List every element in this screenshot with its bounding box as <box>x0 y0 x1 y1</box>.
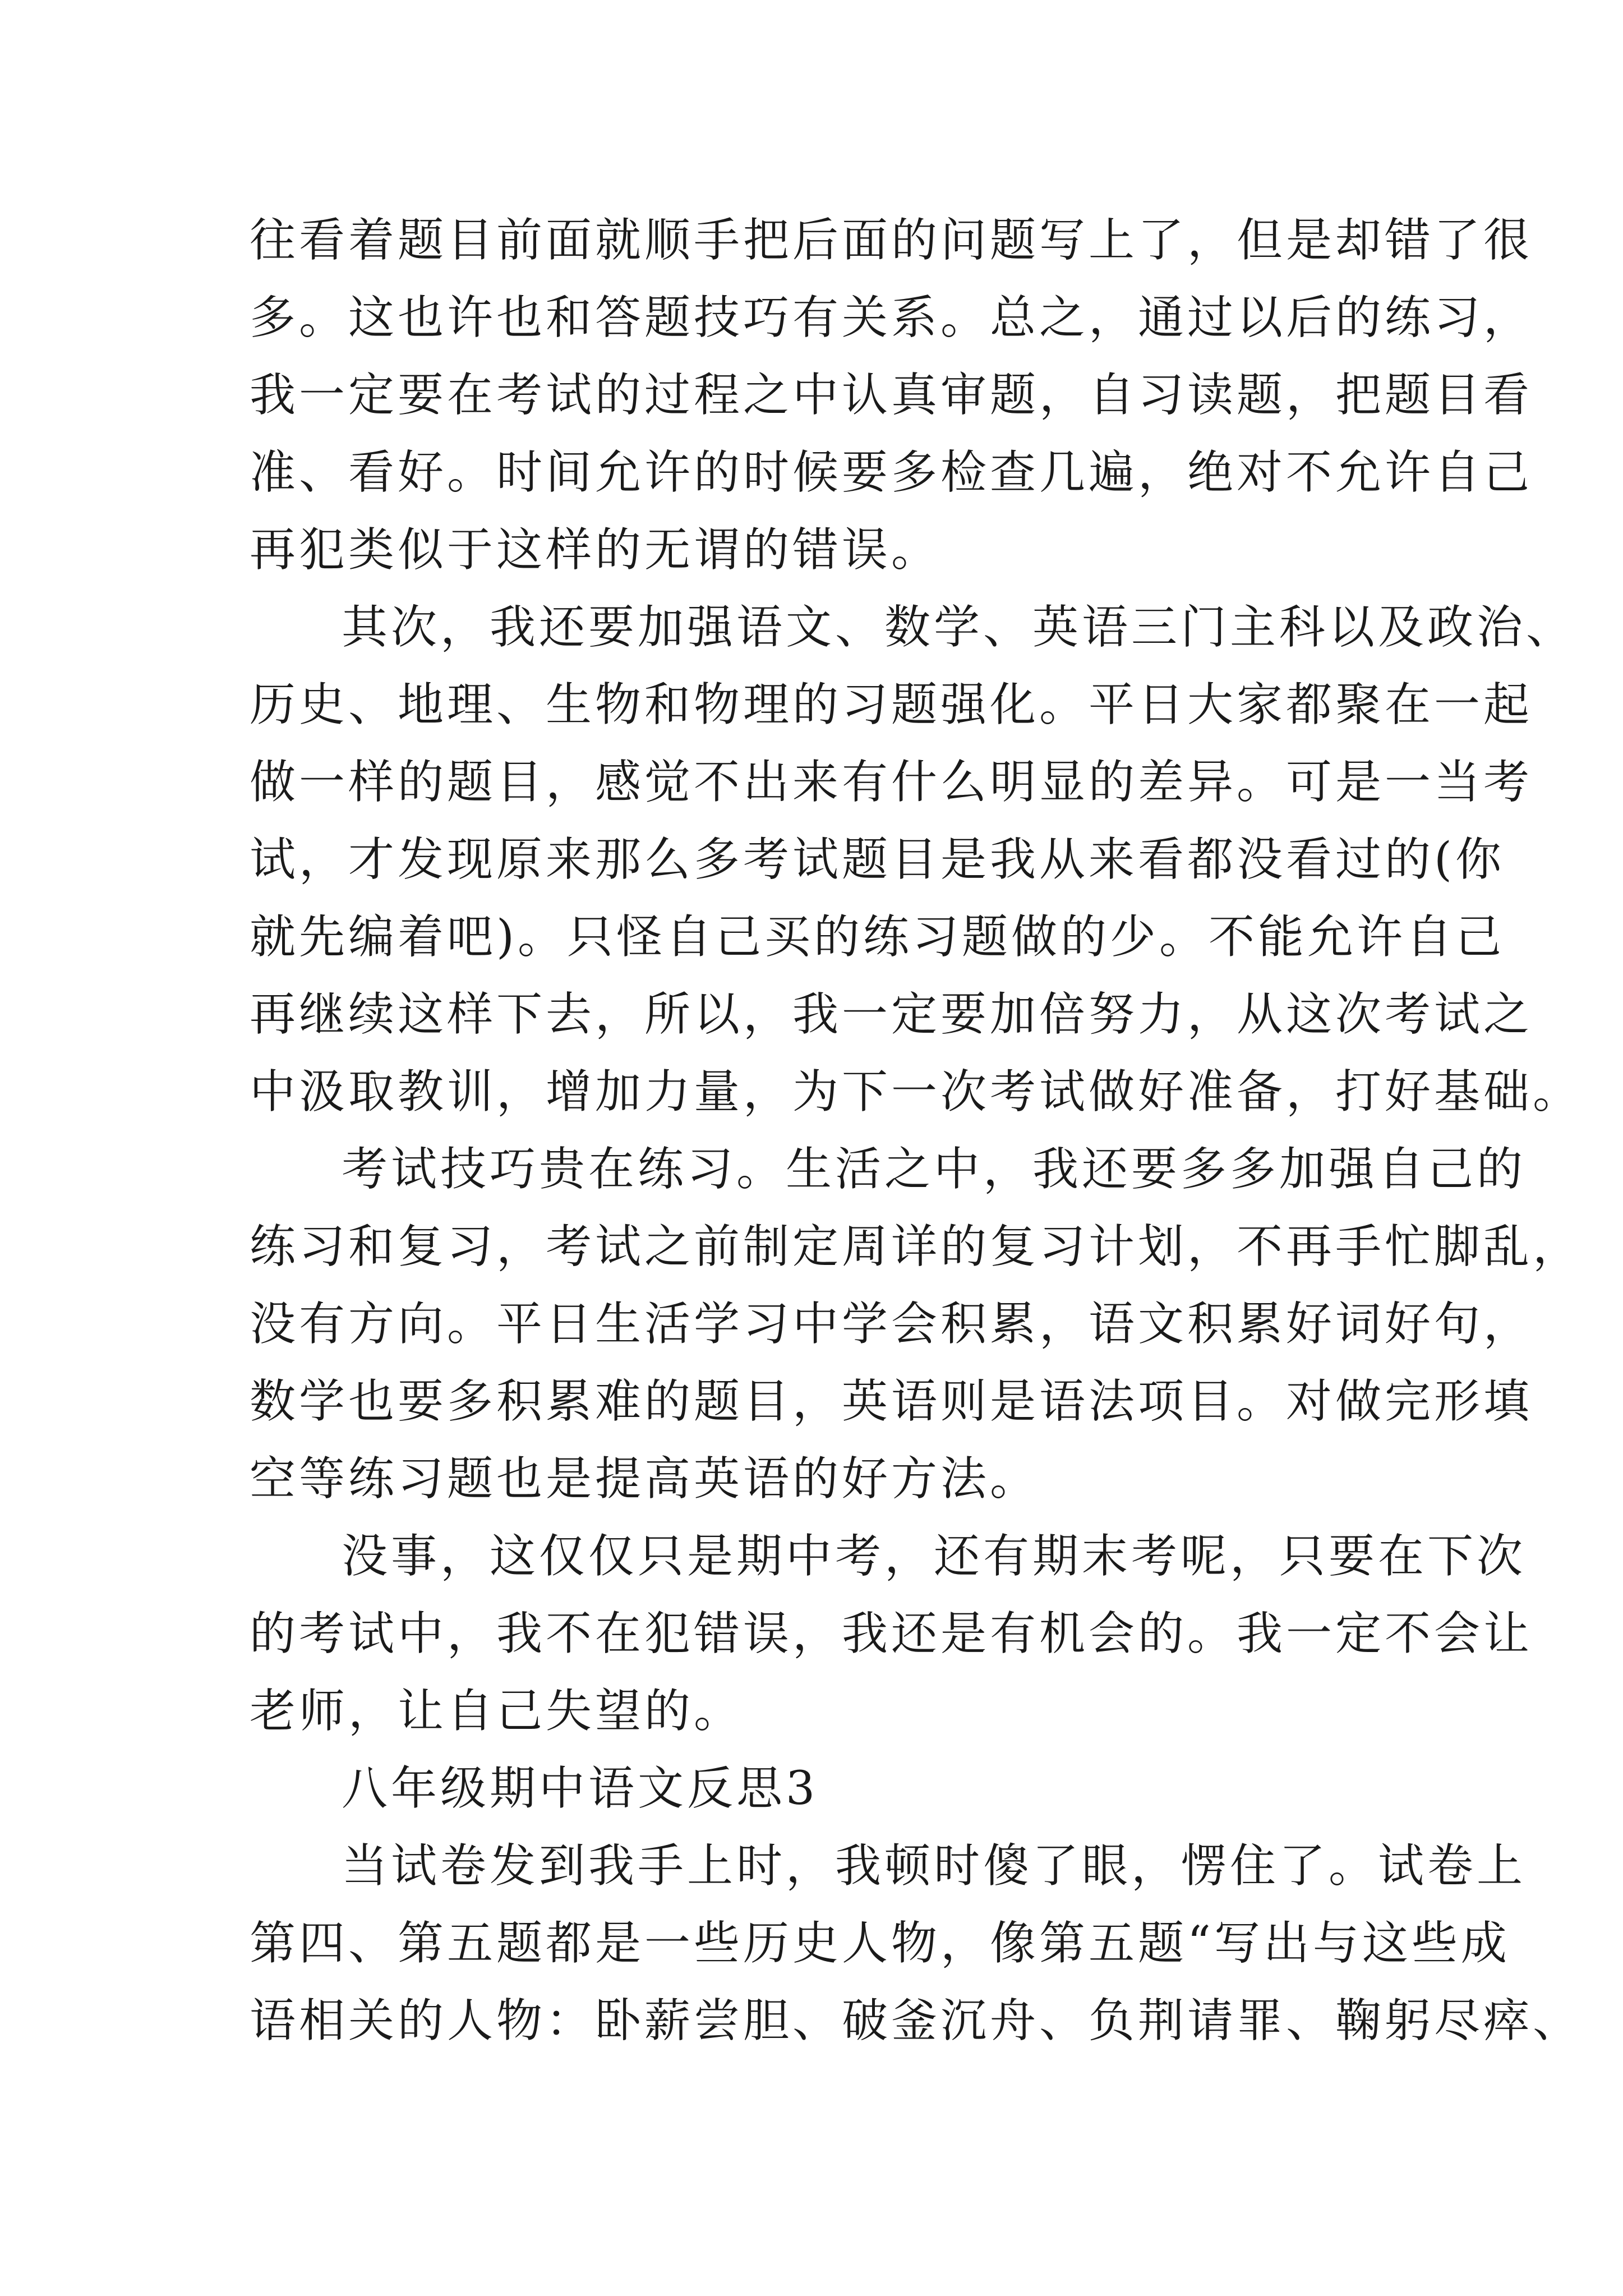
paragraph-line: 的考试中，我不在犯错误，我还是有机会的。我一定不会让 <box>250 1607 1533 1660</box>
paragraph-line: 语相关的人物：卧薪尝胆、破釜沉舟、负荆请罪、鞠躬尽瘁、 <box>250 1994 1583 2047</box>
document-body <box>250 202 1583 2060</box>
paragraph-line: 数学也要多积累难的题目，英语则是语法项目。对做完形填 <box>250 1375 1533 1428</box>
paragraph-line: 老师，让自己失望的。 <box>250 1685 744 1738</box>
paragraph-line: 试，才发现原来那么多考试题目是我从来看都没看过的(你 <box>250 833 1505 886</box>
paragraph-line: 多。这也许也和答题技巧有关系。总之，通过以后的练习， <box>250 291 1533 344</box>
paragraph-line: 我一定要在考试的过程之中认真审题，自习读题，把题目看 <box>250 369 1533 422</box>
paragraph-line: 准、看好。时间允许的时候要多检查几遍，绝对不允许自己 <box>250 446 1533 499</box>
paragraph-line: 再继续这样下去，所以，我一定要加倍努力，从这次考试之 <box>250 988 1533 1041</box>
paragraph-line: 历史、地理、生物和物理的习题强化。平日大家都聚在一起 <box>250 678 1533 731</box>
paragraph-line: 中汲取教训，增加力量，为下一次考试做好准备，打好基础。 <box>250 1065 1583 1119</box>
paragraph-first-line: 没事，这仅仅只是期中考，还有期末考呢，只要在下次 <box>342 1530 1527 1583</box>
section-heading: 八年级期中语文反思3 <box>342 1762 819 1815</box>
paragraph-line: 没有方向。平日生活学习中学会积累，语文积累好词好句， <box>250 1297 1533 1351</box>
paragraph-line: 再犯类似于这样的无谓的错误。 <box>250 523 941 577</box>
paragraph-first-line: 考试技巧贵在练习。生活之中，我还要多多加强自己的 <box>342 1143 1527 1196</box>
paragraph-line: 空等练习题也是提高英语的好方法。 <box>250 1452 1040 1506</box>
paragraph-line: 第四、第五题都是一些历史人物，像第五题“写出与这些成 <box>250 1917 1510 1970</box>
paragraph-line: 做一样的题目，感觉不出来有什么明显的差异。可是一当考 <box>250 756 1533 809</box>
paragraph-line: 练习和复习，考试之前制定周详的复习计划，不再手忙脚乱， <box>250 1220 1583 1273</box>
paragraph-line: 就先编着吧)。只怪自己买的练习题做的少。不能允许自己 <box>250 910 1505 964</box>
paragraph-line: 往看着题目前面就顺手把后面的问题写上了，但是却错了很 <box>250 214 1533 267</box>
paragraph-first-line: 其次，我还要加强语文、数学、英语三门主科以及政治、 <box>342 601 1576 654</box>
paragraph-first-line: 当试卷发到我手上时，我顿时傻了眼，愣住了。试卷上 <box>342 1839 1527 1893</box>
